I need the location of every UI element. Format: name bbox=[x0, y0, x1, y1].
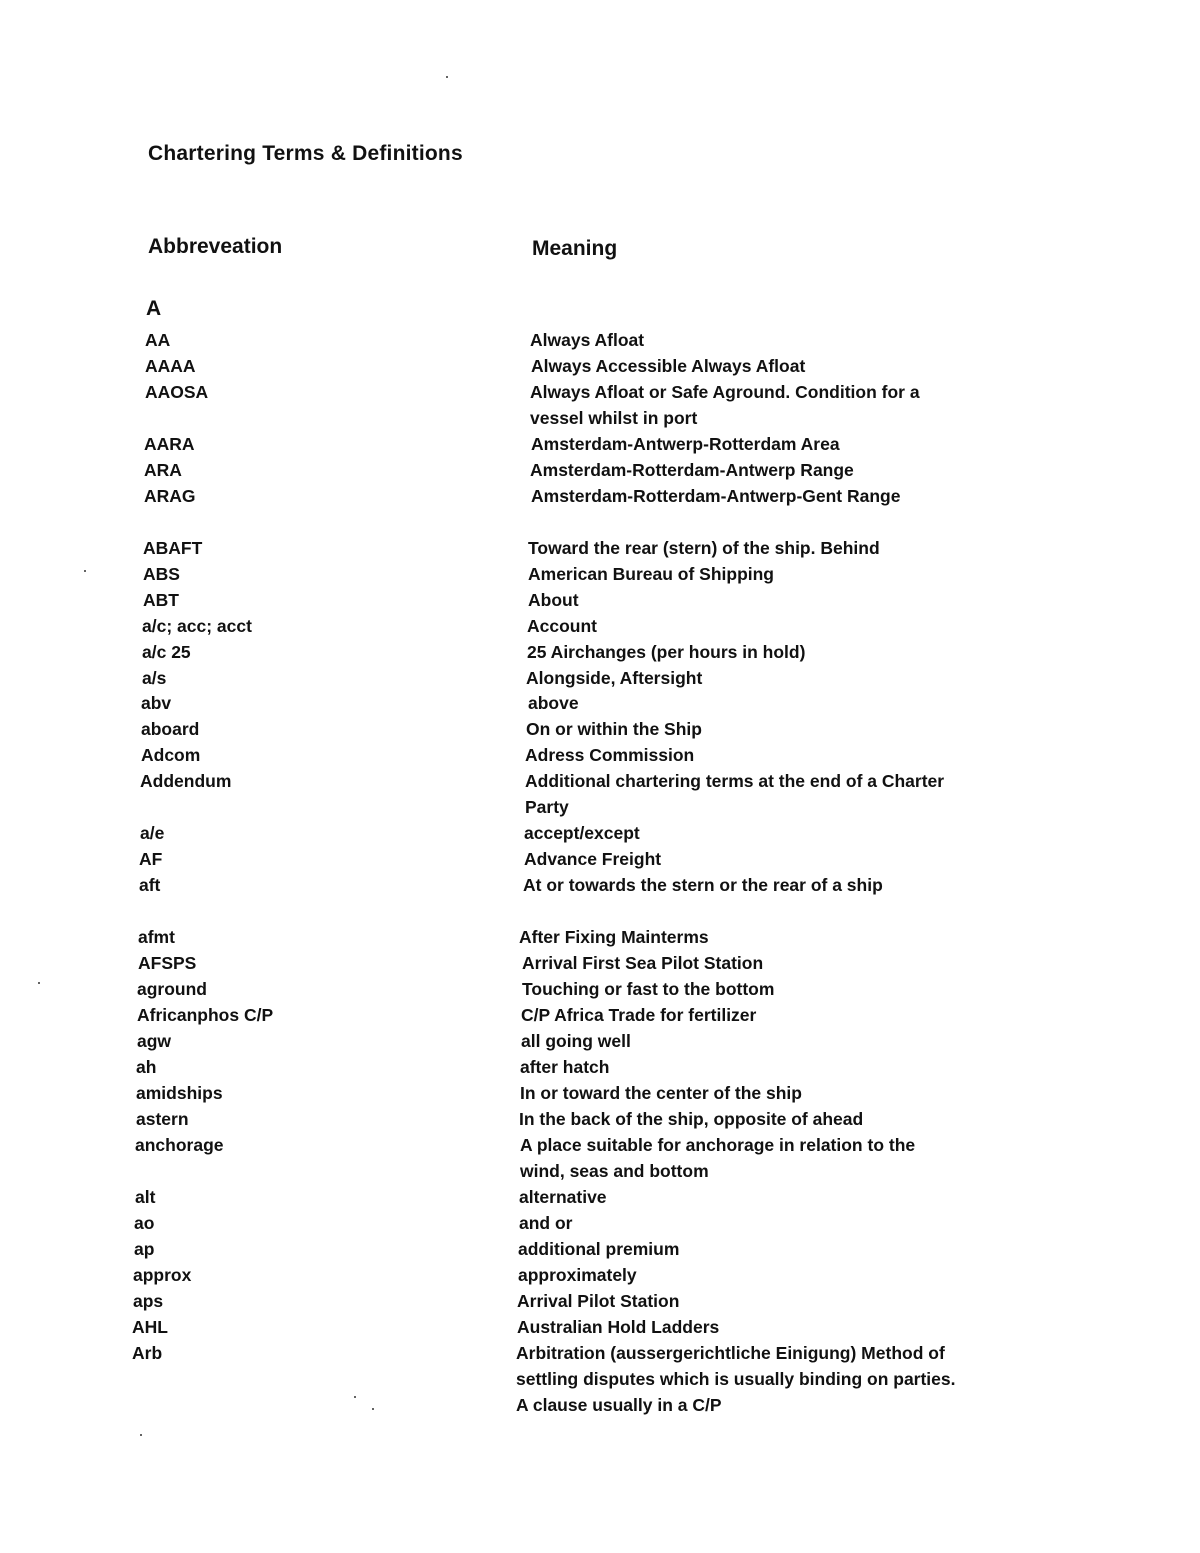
term-meaning: Amsterdam-Rotterdam-Antwerp Range bbox=[530, 460, 854, 480]
scan-speck bbox=[84, 570, 86, 572]
term-abbreviation: alt bbox=[135, 1187, 156, 1207]
term-abbreviation: ARA bbox=[144, 460, 182, 480]
section-letter: A bbox=[146, 297, 162, 320]
term-meaning: Amsterdam-Antwerp-Rotterdam Area bbox=[531, 434, 840, 454]
term-abbreviation: afmt bbox=[138, 927, 175, 947]
term-abbreviation: ABT bbox=[143, 590, 179, 610]
term-meaning: all going well bbox=[521, 1031, 631, 1051]
term-meaning: 25 Airchanges (per hours in hold) bbox=[527, 642, 806, 662]
term-abbreviation: ABS bbox=[143, 564, 180, 584]
term-abbreviation: AAAA bbox=[145, 356, 196, 376]
abbreviation-header: Abbreveation bbox=[148, 235, 283, 258]
term-abbreviation: astern bbox=[136, 1109, 189, 1129]
term-meaning: Adress Commission bbox=[525, 745, 695, 765]
term-abbreviation: ao bbox=[134, 1213, 155, 1233]
term-meaning: alternative bbox=[519, 1187, 607, 1207]
term-meaning: Arrival Pilot Station bbox=[517, 1291, 680, 1311]
term-abbreviation: aps bbox=[133, 1291, 164, 1311]
term-abbreviation: ap bbox=[134, 1239, 155, 1259]
term-abbreviation: approx bbox=[133, 1265, 192, 1285]
term-abbreviation: aft bbox=[139, 875, 161, 895]
term-abbreviation: AF bbox=[139, 849, 163, 869]
term-abbreviation: ah bbox=[136, 1057, 157, 1077]
term-meaning: American Bureau of Shipping bbox=[528, 564, 774, 584]
term-meaning: At or towards the stern or the rear of a ship bbox=[523, 875, 883, 895]
term-meaning: A place suitable for anchorage in relation to the wind, seas and bottom bbox=[520, 1135, 916, 1181]
term-abbreviation: AAOSA bbox=[145, 382, 209, 402]
term-abbreviation: Arb bbox=[132, 1343, 163, 1363]
term-meaning: approximately bbox=[518, 1265, 637, 1285]
term-meaning: After Fixing Mainterms bbox=[519, 927, 709, 947]
term-meaning: In the back of the ship, opposite of ahead bbox=[519, 1109, 864, 1129]
term-abbreviation: a/s bbox=[142, 668, 167, 688]
term-meaning: Arrival First Sea Pilot Station bbox=[522, 953, 764, 973]
term-meaning: Always Accessible Always Afloat bbox=[531, 356, 806, 376]
term-meaning: Always Afloat bbox=[530, 330, 645, 350]
term-meaning: Touching or fast to the bottom bbox=[522, 979, 775, 999]
term-abbreviation: Adcom bbox=[141, 745, 201, 765]
term-meaning: Advance Freight bbox=[524, 849, 662, 869]
term-meaning: Arbitration (aussergerichtliche Einigung) Method of settling disputes which is usually binding on parties. A clause usually in a C/P bbox=[516, 1343, 956, 1415]
term-abbreviation: a/e bbox=[140, 823, 165, 843]
scan-speck bbox=[354, 1396, 356, 1398]
term-abbreviation: a/c 25 bbox=[142, 642, 191, 662]
term-meaning: above bbox=[528, 693, 579, 713]
scan-speck bbox=[38, 982, 40, 984]
term-meaning: C/P Africa Trade for fertilizer bbox=[521, 1005, 757, 1025]
term-meaning: Account bbox=[527, 616, 597, 636]
term-abbreviation: Africanphos C/P bbox=[137, 1005, 274, 1025]
term-abbreviation: a/c; acc; acct bbox=[142, 616, 252, 636]
term-abbreviation: aboard bbox=[141, 719, 200, 739]
term-abbreviation: ARAG bbox=[144, 486, 196, 506]
document-title: Chartering Terms & Definitions bbox=[148, 142, 463, 165]
term-abbreviation: Addendum bbox=[140, 771, 232, 791]
term-abbreviation: aground bbox=[137, 979, 207, 999]
term-meaning: Alongside, Aftersight bbox=[526, 668, 703, 688]
term-meaning: On or within the Ship bbox=[526, 719, 702, 739]
term-meaning: additional premium bbox=[518, 1239, 680, 1259]
term-meaning: About bbox=[528, 590, 579, 610]
term-meaning: Additional chartering terms at the end of a Charter Party bbox=[525, 771, 945, 817]
scan-speck bbox=[140, 1434, 142, 1436]
term-abbreviation: anchorage bbox=[135, 1135, 224, 1155]
term-abbreviation: amidships bbox=[136, 1083, 223, 1103]
term-abbreviation: AFSPS bbox=[138, 953, 197, 973]
term-abbreviation: agw bbox=[137, 1031, 172, 1051]
term-meaning: Toward the rear (stern) of the ship. Behind bbox=[528, 538, 880, 558]
scan-speck bbox=[446, 76, 448, 78]
term-meaning: after hatch bbox=[520, 1057, 610, 1077]
term-abbreviation: AARA bbox=[144, 434, 195, 454]
term-meaning: Always Afloat or Safe Aground. Condition for a vessel whilst in port bbox=[530, 382, 920, 428]
term-abbreviation: AA bbox=[145, 330, 171, 350]
term-meaning: and or bbox=[519, 1213, 573, 1233]
term-meaning: accept/except bbox=[524, 823, 640, 843]
term-abbreviation: AHL bbox=[132, 1317, 168, 1337]
term-meaning: In or toward the center of the ship bbox=[520, 1083, 802, 1103]
scan-speck bbox=[372, 1408, 374, 1410]
term-abbreviation: ABAFT bbox=[143, 538, 203, 558]
meaning-header: Meaning bbox=[532, 237, 618, 260]
term-meaning: Amsterdam-Rotterdam-Antwerp-Gent Range bbox=[531, 486, 901, 506]
term-abbreviation: abv bbox=[141, 693, 172, 713]
term-meaning: Australian Hold Ladders bbox=[517, 1317, 720, 1337]
